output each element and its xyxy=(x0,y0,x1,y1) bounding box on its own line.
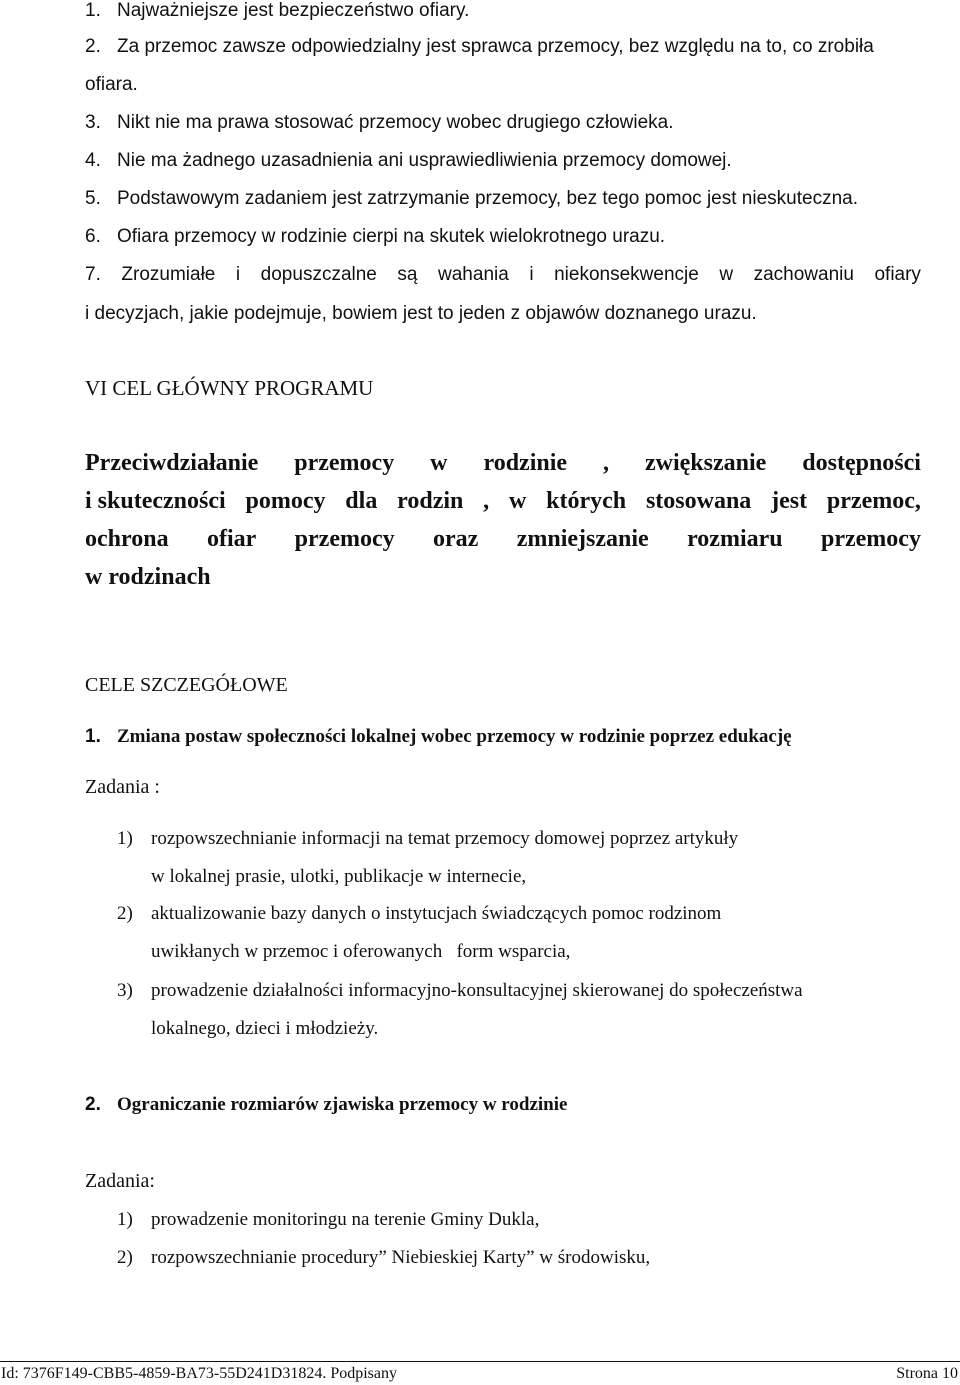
list-text-continuation: i decyzjach, jakie podejmuje, bowiem jest to jeden z objawów doznanego urazu. xyxy=(85,303,757,324)
goal-word: , xyxy=(603,450,610,476)
list-text: Nie ma żadnego uzasadnienia ani usprawiedliwienia przemocy domowej. xyxy=(117,150,732,171)
list-word: w xyxy=(719,264,734,285)
list-word: ofiary xyxy=(874,264,921,285)
task-text: rozpowszechnianie procedury” Niebieskiej Karty” w środowisku, xyxy=(151,1247,651,1268)
list-number: 5. xyxy=(85,188,101,209)
list-word: niekonsekwencje xyxy=(554,264,699,285)
specific-goals-title: CELE SZCZEGÓŁOWE xyxy=(85,674,288,696)
footer-document-id: Id: 7376F149-CBB5-4859-BA73-55D241D31824. Podpisany xyxy=(1,1365,398,1382)
principle-item xyxy=(85,226,665,248)
main-goal-line: w rodzinach xyxy=(85,564,211,590)
goal-word: rodzin xyxy=(397,488,464,514)
principle-item xyxy=(85,36,874,58)
list-number: 6. xyxy=(85,226,101,247)
task-item xyxy=(117,828,738,850)
task-text: rozpowszechnianie informacji na temat przemocy domowej poprzez artykuły xyxy=(151,828,739,849)
footer-page-number: Strona 10 xyxy=(896,1365,958,1382)
goal-word: przemoc, xyxy=(826,488,921,514)
goal-word: zmniejszanie xyxy=(516,526,649,552)
tasks-label: Zadania: xyxy=(85,1170,155,1192)
principle-item xyxy=(85,188,858,210)
goal-word: Przeciwdziałanie xyxy=(85,450,259,476)
goal-word: oraz xyxy=(433,526,479,552)
specific-goal-2 xyxy=(85,1094,567,1116)
main-goal-line xyxy=(85,488,921,515)
task-number: 2) xyxy=(117,903,133,924)
task-text: aktualizowanie bazy danych o instytucjach świadczących pomoc rodzinom xyxy=(151,903,722,924)
goal-text: Zmiana postaw społeczności lokalnej wobec przemocy w rodzinie poprzez edukację xyxy=(117,726,792,747)
list-number: 7. xyxy=(85,264,101,285)
goal-word: przemocy xyxy=(294,526,395,552)
goal-word: ochrona xyxy=(85,526,169,552)
list-text: Za przemoc zawsze odpowiedzialny jest sprawca przemocy, bez względu na to, co zrobiła xyxy=(117,36,874,57)
list-text: Najważniejsze jest bezpieczeństwo ofiary. xyxy=(117,0,470,21)
goal-word: dla xyxy=(345,488,378,514)
specific-goal-1 xyxy=(85,726,792,748)
section-title: VI CEL GŁÓWNY PROGRAMU xyxy=(85,376,374,400)
list-text: Podstawowym zadaniem jest zatrzymanie przemocy, bez tego pomoc jest nieskuteczna. xyxy=(117,188,858,209)
list-number: 4. xyxy=(85,150,101,171)
tasks-label: Zadania : xyxy=(85,776,160,798)
list-word: są xyxy=(397,264,418,285)
goal-word: rozmiaru xyxy=(687,526,783,552)
goal-word: stosowana xyxy=(645,488,752,514)
task-text-continuation: w lokalnej prasie, ulotki, publikacje w internecie, xyxy=(151,866,527,887)
list-word: i xyxy=(235,264,241,285)
task-number: 2) xyxy=(117,1247,133,1268)
list-number: 2. xyxy=(85,1094,101,1115)
task-number: 1) xyxy=(117,828,133,849)
task-item xyxy=(117,903,721,925)
goal-word: przemocy xyxy=(294,450,395,476)
task-number: 3) xyxy=(117,980,133,1001)
task-item xyxy=(117,980,803,1002)
task-text: prowadzenie monitoringu na terenie Gminy Dukla, xyxy=(151,1209,540,1230)
goal-word: dostępności xyxy=(802,450,921,476)
main-goal-line xyxy=(85,526,921,553)
list-word: dopuszczalne xyxy=(260,264,377,285)
goal-text: Ograniczanie rozmiarów zjawiska przemocy w rodzinie xyxy=(117,1094,568,1115)
principle-item xyxy=(85,150,732,172)
task-item xyxy=(117,1209,539,1231)
principle-item xyxy=(85,112,674,134)
list-word: zachowaniu xyxy=(753,264,854,285)
main-goal-line xyxy=(85,450,921,477)
goal-word: ofiar xyxy=(206,526,257,552)
goal-word: przemocy xyxy=(821,526,921,552)
list-word: wahania xyxy=(438,264,509,285)
task-item xyxy=(117,1247,650,1269)
footer-divider xyxy=(0,1361,960,1362)
goal-word: rodzinie xyxy=(483,450,568,476)
task-text: prowadzenie działalności informacyjno-konsultacyjnej skierowanej do społeczeństwa xyxy=(151,980,803,1001)
goal-word: w xyxy=(508,488,527,514)
principle-item xyxy=(85,264,921,286)
goal-word: w xyxy=(430,450,448,476)
goal-word: jest xyxy=(771,488,808,514)
goal-word: i skuteczności xyxy=(85,488,226,514)
goal-word: , xyxy=(483,488,490,514)
principle-item xyxy=(85,0,469,22)
list-number: 2. xyxy=(85,36,101,57)
goal-word: pomocy xyxy=(245,488,326,514)
list-number: 1. xyxy=(85,726,101,747)
list-text: Nikt nie ma prawa stosować przemocy wobec drugiego człowieka. xyxy=(117,112,674,133)
list-word: i xyxy=(529,264,534,285)
list-number: 1. xyxy=(85,0,101,21)
goal-word: których xyxy=(546,488,627,514)
list-text: Ofiara przemocy w rodzinie cierpi na skutek wielokrotnego urazu. xyxy=(117,226,666,247)
task-text-continuation: uwikłanych w przemoc i oferowanych form wsparcia, xyxy=(151,941,571,962)
task-number: 1) xyxy=(117,1209,133,1230)
list-number: 3. xyxy=(85,112,101,133)
list-text-continuation: ofiara. xyxy=(85,74,138,95)
task-text-continuation: lokalnego, dzieci i młodzieży. xyxy=(151,1018,379,1039)
list-word: Zrozumiałe xyxy=(121,264,216,285)
goal-word: zwiększanie xyxy=(644,450,767,476)
